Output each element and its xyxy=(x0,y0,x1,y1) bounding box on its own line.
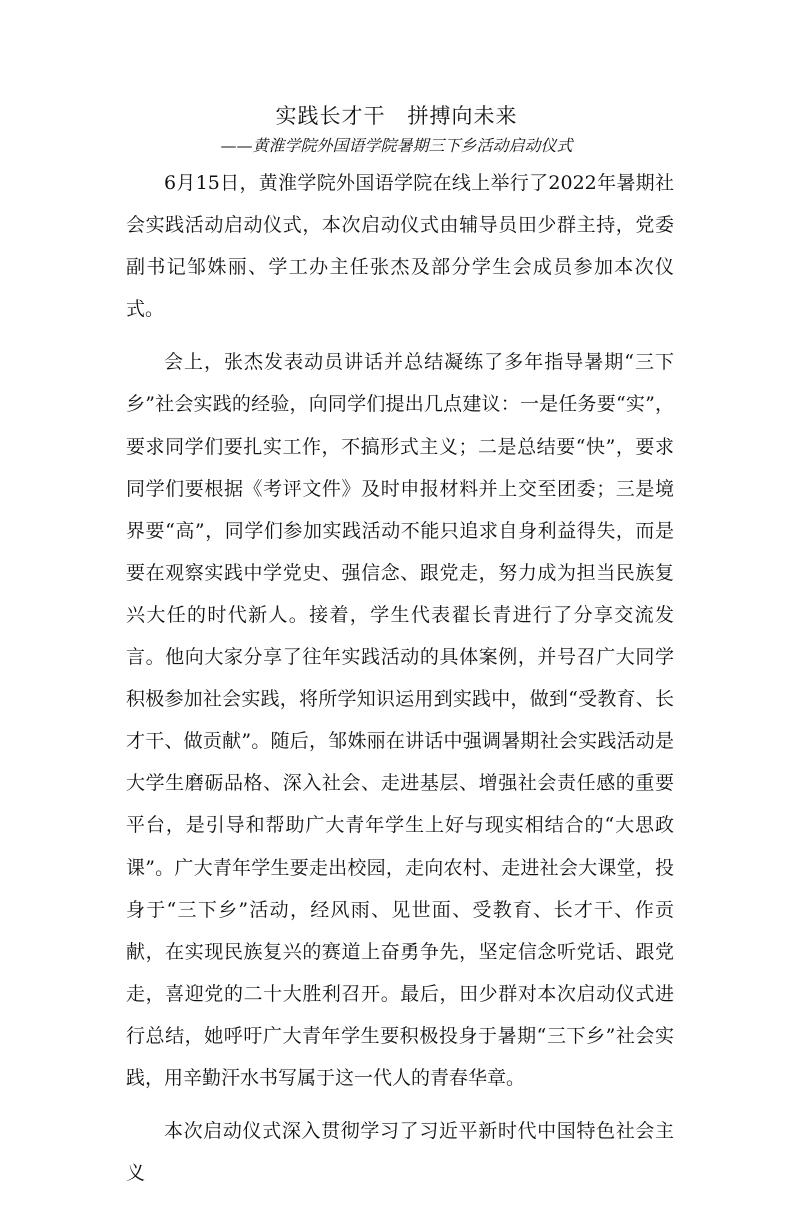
paragraph: 会上，张杰发表动员讲话并总结凝练了多年指导暑期“三下乡”社会实践的经验，向同学们提出几点建议：一是任务要“实”，要求同学们要扎实工作，不搞形式主义；二是总结要“快”，要求同学们要根据《考评文件》及时申报材料并上交至团委；三是境界要“高”，同学们参加实践活动不能只追求自身利益得失，而是要在观察实践中学党史、强信念、跟党走，努力成为担当民族复兴大任的时代新人。接着，学生代表翟长青进行了分享交流发言。他向大家分享了往年实践活动的具体案例，并号召广大同学积极参加社会实践，将所学知识运用到实践中，做到“受教育、长才干、做贡献”。随后，邹姝丽在讲话中强调暑期社会实践活动是大学生磨砺品格、深入社会、走进基层、增强社会责任感的重要平台，是引导和帮助广大青年学生上好与现实相结合的“大思政课”。广大青年学生要走出校园，走向农村、走进社会大课堂，投身于“三下乡”活动，经风雨、见世面、受教育、长才干、作贡献，在实现民族复兴的赛道上奋勇争先，坚定信念听党话、跟党走，喜迎党的二十大胜利召开。最后，田少群对本次启动仪式进行总结，她呼吁广大青年学生要积极投身于暑期“三下乡”社会实践，用辛勤汗水书写属于这一代人的青春华章。 xyxy=(126,351,674,1089)
document-subtitle: ——黄淮学院外国语学院暑期三下乡活动启动仪式 xyxy=(220,136,573,155)
paragraph: 本次启动仪式深入贯彻学习了习近平新时代中国特色社会主义 xyxy=(126,1120,674,1185)
document-body xyxy=(126,162,674,1205)
paragraph: 6月15日，黄淮学院外国语学院在线上举行了2022年暑期社会实践活动启动仪式，本次启动仪式由辅导员田少群主持，党委副书记邹姝丽、学工办主任张杰及部分学生会成员参加本次仪式。 xyxy=(126,172,674,321)
document-title: 实践长才干 拼搏向未来 xyxy=(275,104,518,128)
